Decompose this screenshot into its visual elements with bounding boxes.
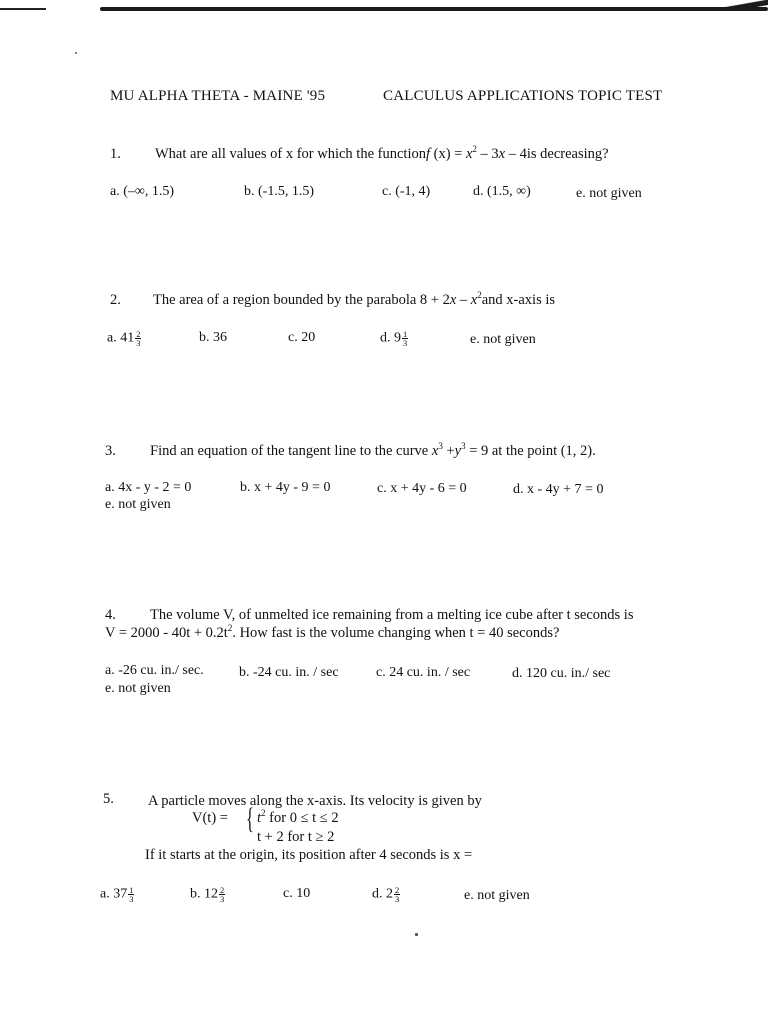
q2-option-e: e. not given [470, 332, 536, 347]
q3-number: 3. [105, 443, 116, 459]
q3-text: Find an equation of the tangent line to the curve $x^3 +y^3 = 9$ at the point (1, 2). [150, 441, 596, 459]
scan-rule-top [100, 7, 768, 11]
q5-line-1: A particle moves along the x-axis. Its velocity is given by [148, 793, 482, 809]
q4-option-d: d. 120 cu. in./ sec [512, 666, 611, 681]
q4-option-a: a. -26 cu. in./ sec. [105, 663, 204, 678]
q2-option-d: d. 9 $\frac{1}{3}$ [380, 329, 408, 348]
q5-case-1: $t^2$ for 0 ≤ t ≤ 2 [257, 808, 339, 826]
q4-line-1: The volume V, of unmelted ice remaining from a melting ice cube after t seconds is [150, 607, 634, 623]
q1-option-d: d. (1.5, ∞) [473, 184, 531, 199]
scan-speck [415, 933, 418, 936]
q4-option-e: e. not given [105, 681, 171, 696]
q4-option-b: b. -24 cu. in. / sec [239, 665, 339, 680]
q4-number: 4. [105, 607, 116, 623]
scan-rule-left [0, 8, 46, 10]
q5-number: 5. [103, 791, 114, 807]
q3-option-c: c. x + 4y - 6 = 0 [377, 481, 467, 496]
q1-option-b: b. (-1.5, 1.5) [244, 184, 314, 199]
q1-number: 1. [110, 146, 121, 162]
scan-speck [75, 52, 77, 54]
q4-option-c: c. 24 cu. in. / sec [376, 665, 471, 680]
q5-option-c: c. 10 [283, 886, 311, 901]
q2-text: The area of a region bounded by the parabola $8 + 2x - x^2and$ x-axis is [153, 290, 556, 308]
q1-text: What are all values of x for which the functionf $(x) = x^2 - 3x - 4is$ decreasing? [155, 144, 609, 162]
q5-case-2: t + 2 for t ≥ 2 [257, 829, 335, 845]
q3-option-d: d. x - 4y + 7 = 0 [513, 482, 604, 497]
q5-option-d: d. 2 $\frac{2}{3}$ [372, 885, 400, 904]
q2-option-c: c. 20 [288, 330, 316, 345]
q5-option-e: e. not given [464, 888, 530, 903]
q2-option-a: a. 41 $\frac{2}{3}$ [107, 329, 141, 348]
q5-brace-icon: { [246, 802, 254, 835]
q5-line-3: If it starts at the origin, its position after 4 seconds is x = [145, 847, 473, 863]
q4-line-2: $V = 2000 - 40t + 0.2t^2$. How fast is the volume changing when t = 40 seconds? [105, 623, 560, 641]
q1-option-a: a. (–∞, 1.5) [110, 184, 175, 199]
q3-option-b: b. x + 4y - 9 = 0 [240, 480, 331, 495]
q5-option-b: b. 12 $\frac{2}{3}$ [190, 885, 225, 904]
q1-option-e: e. not given [576, 186, 642, 201]
header-left: MU ALPHA THETA - MAINE '95 [110, 88, 326, 104]
scan-rule-end [722, 0, 768, 10]
q3-option-e: e. not given [105, 497, 171, 512]
q1-option-c: c. (-1, 4) [382, 184, 431, 199]
q5-velocity-label: V(t) = [192, 810, 228, 826]
q2-number: 2. [110, 292, 121, 308]
q5-option-a: a. 37 $\frac{1}{3}$ [100, 885, 134, 904]
q2-option-b: b. 36 [199, 330, 227, 345]
q3-option-a: a. 4x - y - 2 = 0 [105, 480, 192, 495]
header-right: CALCULUS APPLICATIONS TOPIC TEST [383, 88, 663, 104]
